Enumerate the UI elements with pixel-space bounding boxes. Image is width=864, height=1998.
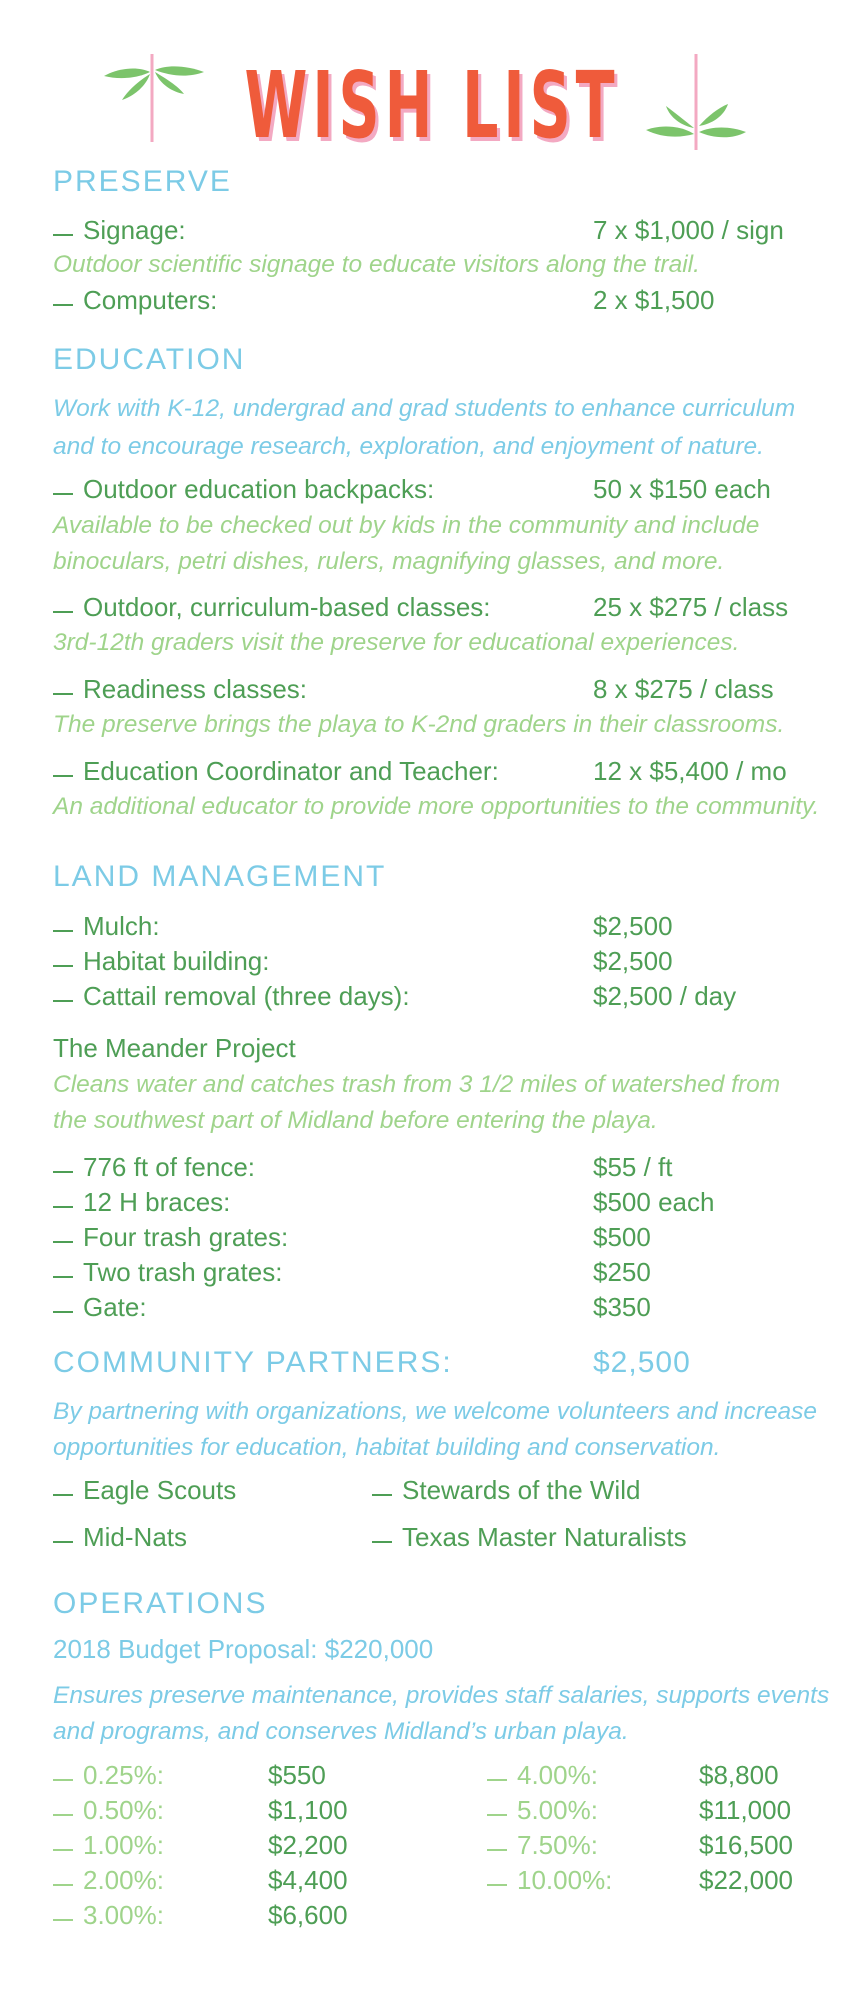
partner-item: Stewards of the Wild	[372, 1475, 640, 1506]
checkbox-line	[487, 1884, 507, 1886]
checkbox-line	[53, 1276, 73, 1278]
wish-item-price: 7 x $1,000 / sign	[593, 215, 784, 245]
pct-item: 0.25%:	[53, 1760, 164, 1791]
pct-amount: $6,600	[268, 1900, 348, 1930]
section-heading-community-partners: COMMUNITY PARTNERS:	[53, 1346, 453, 1379]
wish-item: Computers:	[53, 285, 217, 316]
section-price: $2,500	[593, 1346, 691, 1379]
section-heading-preserve: PRESERVE	[53, 165, 232, 198]
wish-item: Two trash grates:	[53, 1257, 282, 1288]
wish-item-price: 25 x $275 / class	[593, 592, 789, 622]
checkbox-line	[53, 304, 73, 306]
checkbox-line	[53, 775, 73, 777]
section-heading-land-management: LAND MANAGEMENT	[53, 860, 387, 893]
wish-item-price: $500 each	[593, 1187, 715, 1217]
checkbox-line	[53, 930, 73, 932]
wish-item: Cattail removal (three days):	[53, 981, 410, 1012]
checkbox-line	[53, 1814, 73, 1816]
pct-item: 1.00%:	[53, 1830, 164, 1861]
item-description: Outdoor scientific signage to educate visitors along the trail.	[53, 251, 700, 278]
pct-amount: $2,200	[268, 1830, 348, 1860]
subsection-title-meander: The Meander Project	[53, 1033, 296, 1063]
section-intro: opportunities for education, habitat building and conservation.	[53, 1434, 721, 1461]
wish-item-price: 50 x $150 each	[593, 474, 771, 504]
item-description: binoculars, petri dishes, rulers, magnifying glasses, and more.	[53, 548, 725, 575]
pct-amount: $1,100	[268, 1795, 348, 1825]
checkbox-line	[53, 1541, 73, 1543]
checkbox-line	[53, 1311, 73, 1313]
checkbox-line	[53, 693, 73, 695]
item-description: The preserve brings the playa to K-2nd graders in their classrooms.	[53, 711, 785, 738]
checkbox-line	[372, 1541, 392, 1543]
checkbox-line	[53, 234, 73, 236]
partner-item: Mid-Nats	[53, 1522, 187, 1553]
wish-item-price: $250	[593, 1257, 651, 1287]
checkbox-line	[53, 1919, 73, 1921]
pct-amount: $8,800	[699, 1760, 779, 1790]
checkbox-line	[372, 1494, 392, 1496]
pct-amount: $22,000	[699, 1865, 793, 1895]
section-heading-operations: OPERATIONS	[53, 1587, 268, 1620]
section-intro: By partnering with organizations, we welcome volunteers and increase	[53, 1398, 817, 1425]
wish-item-price: $350	[593, 1292, 651, 1322]
section-intro: Ensures preserve maintenance, provides staff salaries, supports events	[53, 1682, 830, 1709]
checkbox-line	[487, 1849, 507, 1851]
wish-item: Outdoor education backpacks:	[53, 474, 434, 505]
section-intro: Work with K-12, undergrad and grad students to enhance curriculum	[53, 395, 796, 422]
wish-item-price: $2,500	[593, 946, 673, 976]
section-heading-education: EDUCATION	[53, 343, 246, 376]
pct-item: 7.50%:	[487, 1830, 598, 1861]
wish-item-price: $55 / ft	[593, 1152, 673, 1182]
pct-item: 5.00%:	[487, 1795, 598, 1826]
checkbox-line	[53, 1241, 73, 1243]
pct-item: 0.50%:	[53, 1795, 164, 1826]
checkbox-line	[487, 1779, 507, 1781]
section-intro: and programs, and conserves Midland’s urban playa.	[53, 1718, 629, 1745]
wish-item: Habitat building:	[53, 946, 269, 977]
checkbox-line	[53, 965, 73, 967]
wish-item-price: 2 x $1,500	[593, 285, 715, 315]
pct-item: 4.00%:	[487, 1760, 598, 1791]
partner-item: Eagle Scouts	[53, 1475, 236, 1506]
pct-amount: $16,500	[699, 1830, 793, 1860]
wish-item: Readiness classes:	[53, 674, 307, 705]
checkbox-line	[53, 1000, 73, 1002]
section-intro: and to encourage research, exploration, and enjoyment of nature.	[53, 433, 764, 460]
pct-item: 2.00%:	[53, 1865, 164, 1896]
partner-item: Texas Master Naturalists	[372, 1522, 687, 1553]
checkbox-line	[53, 1884, 73, 1886]
wish-item: Signage:	[53, 215, 186, 246]
checkbox-line	[53, 1494, 73, 1496]
checkbox-line	[487, 1814, 507, 1816]
wish-item-price: $500	[593, 1222, 651, 1252]
checkbox-line	[53, 1171, 73, 1173]
wish-item-price: 12 x $5,400 / mo	[593, 756, 787, 786]
wish-item: 12 H braces:	[53, 1187, 230, 1218]
checkbox-line	[53, 493, 73, 495]
pct-item: 3.00%:	[53, 1900, 164, 1931]
wish-item: Outdoor, curriculum-based classes:	[53, 592, 491, 623]
pct-amount: $4,400	[268, 1865, 348, 1895]
item-description: An additional educator to provide more opportunities to the community.	[53, 793, 820, 820]
checkbox-line	[53, 1206, 73, 1208]
wish-item: Education Coordinator and Teacher:	[53, 756, 499, 787]
pct-amount: $550	[268, 1760, 326, 1790]
subsection-description: the southwest part of Midland before entering the playa.	[53, 1107, 658, 1134]
checkbox-line	[53, 1849, 73, 1851]
page-title: WISH LIST	[244, 52, 620, 159]
pct-item: 10.00%:	[487, 1865, 612, 1896]
item-description: 3rd-12th graders visit the preserve for educational experiences.	[53, 629, 740, 656]
wish-item-price: $2,500 / day	[593, 981, 737, 1011]
budget-proposal: 2018 Budget Proposal: $220,000	[53, 1634, 434, 1664]
pct-amount: $11,000	[699, 1795, 792, 1825]
wish-item: Gate:	[53, 1292, 147, 1323]
wish-item: Mulch:	[53, 911, 160, 942]
wish-item-price: $2,500	[593, 911, 673, 941]
subsection-description: Cleans water and catches trash from 3 1/2 miles of watershed from	[53, 1071, 781, 1098]
wish-item-price: 8 x $275 / class	[593, 674, 774, 704]
wish-item: 776 ft of fence:	[53, 1152, 255, 1183]
wish-item: Four trash grates:	[53, 1222, 288, 1253]
checkbox-line	[53, 611, 73, 613]
checkbox-line	[53, 1779, 73, 1781]
item-description: Available to be checked out by kids in the community and include	[53, 512, 760, 539]
